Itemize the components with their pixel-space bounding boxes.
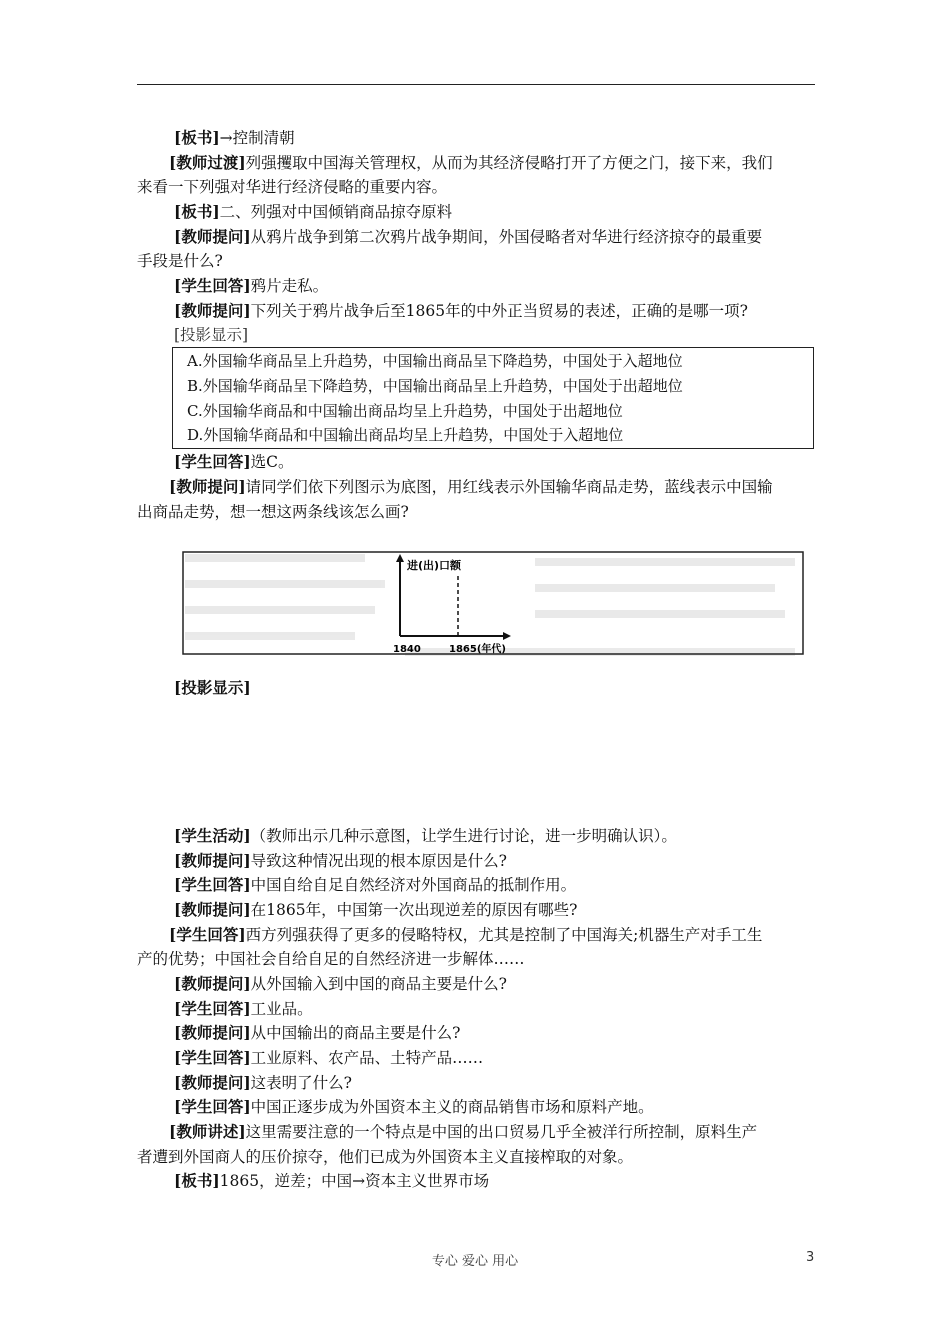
option-c: C.外国输华商品和中国输出商品均呈上升趋势，中国处于出超地位 (187, 402, 623, 420)
text-line: [教师提问]从中国输出的商品主要是什么? (174, 1023, 461, 1042)
text-line: [学生回答]工业品。 (174, 999, 313, 1018)
text-line: [学生活动]（教师出示几种示意图，让学生进行讨论，进一步明确认识）。 (174, 826, 677, 845)
text-line: [学生回答]鸦片走私。 (174, 276, 329, 295)
text-line: [教师提问]从外国输入到中国的商品主要是什么? (174, 974, 507, 993)
header-rule (137, 84, 815, 85)
text-line: 出商品走势，想一想这两条线该怎么画? (137, 503, 409, 521)
text-line: [教师提问]导致这种情况出现的根本原因是什么? (174, 851, 507, 870)
text-line: [投影显示] (174, 326, 249, 344)
text-line: [学生回答]中国自给自足自然经济对外国商品的抵制作用。 (174, 875, 577, 894)
option-d: D.外国输华商品和中国输出商品均呈上升趋势，中国处于入超地位 (187, 426, 624, 444)
text-line: [板书]二、列强对中国倾销商品掠夺原料 (174, 202, 453, 221)
text-line: [教师过渡]列强攫取中国海关管理权，从而为其经济侵略打开了方便之门，接下来，我们 (169, 153, 773, 172)
text-line: 者遭到外国商人的压价掠夺，他们已成为外国资本主义直接榨取的对象。 (137, 1148, 634, 1166)
option-a: A.外国输华商品呈上升趋势，中国输出商品呈下降趋势，中国处于入超地位 (187, 352, 683, 370)
x-end-label: 1865(年代) (449, 644, 506, 655)
x-start-label: 1840 (393, 644, 421, 655)
options-box (172, 347, 814, 449)
text-line: [教师提问]从鸦片战争到第二次鸦片战争期间，外国侵略者对华进行经济掠夺的最重要 (174, 227, 763, 246)
text-line: [投影显示] (174, 678, 251, 697)
text-line: [教师讲述]这里需要注意的一个特点是中国的出口贸易几乎全被洋行所控制，原料生产 (169, 1122, 758, 1141)
page-number: 3 (806, 1250, 815, 1265)
text-line: [教师提问]请同学们依下列图示为底图，用红线表示外国输华商品走势，蓝线表示中国输 (169, 477, 773, 496)
text-line: [学生回答]选C。 (174, 452, 294, 471)
text-line: 产的优势；中国社会自给自足的自然经济进一步解体…… (137, 950, 525, 968)
text-line: [教师提问]下列关于鸦片战争后至1865年的中外正当贸易的表述，正确的是哪一项? (174, 301, 748, 320)
y-axis-label: 进(出)口额 (407, 559, 462, 572)
trade-diagram-svg (175, 540, 815, 662)
option-b: B.外国输华商品呈下降趋势，中国输出商品呈上升趋势，中国处于出超地位 (187, 377, 683, 395)
text-line: 来看一下列强对华进行经济侵略的重要内容。 (137, 178, 448, 196)
page-footer: 专心 爱心 用心 (431, 1254, 519, 1269)
text-line: [板书]1865，逆差；中国→资本主义世界市场 (174, 1171, 490, 1190)
trade-diagram (175, 540, 815, 662)
text-line: [教师提问]在1865年，中国第一次出现逆差的原因有哪些? (174, 900, 578, 919)
text-line: [教师提问]这表明了什么? (174, 1073, 352, 1092)
text-line: [板书]→控制清朝 (174, 128, 295, 147)
text-line: [学生回答]工业原料、农产品、土特产品…… (174, 1048, 484, 1067)
text-line: 手段是什么? (137, 252, 223, 270)
text-line: [学生回答]中国正逐步成为外国资本主义的商品销售市场和原料产地。 (174, 1097, 654, 1116)
text-line: [学生回答]西方列强获得了更多的侵略特权，尤其是控制了中国海关;机器生产对手工生 (169, 925, 763, 944)
